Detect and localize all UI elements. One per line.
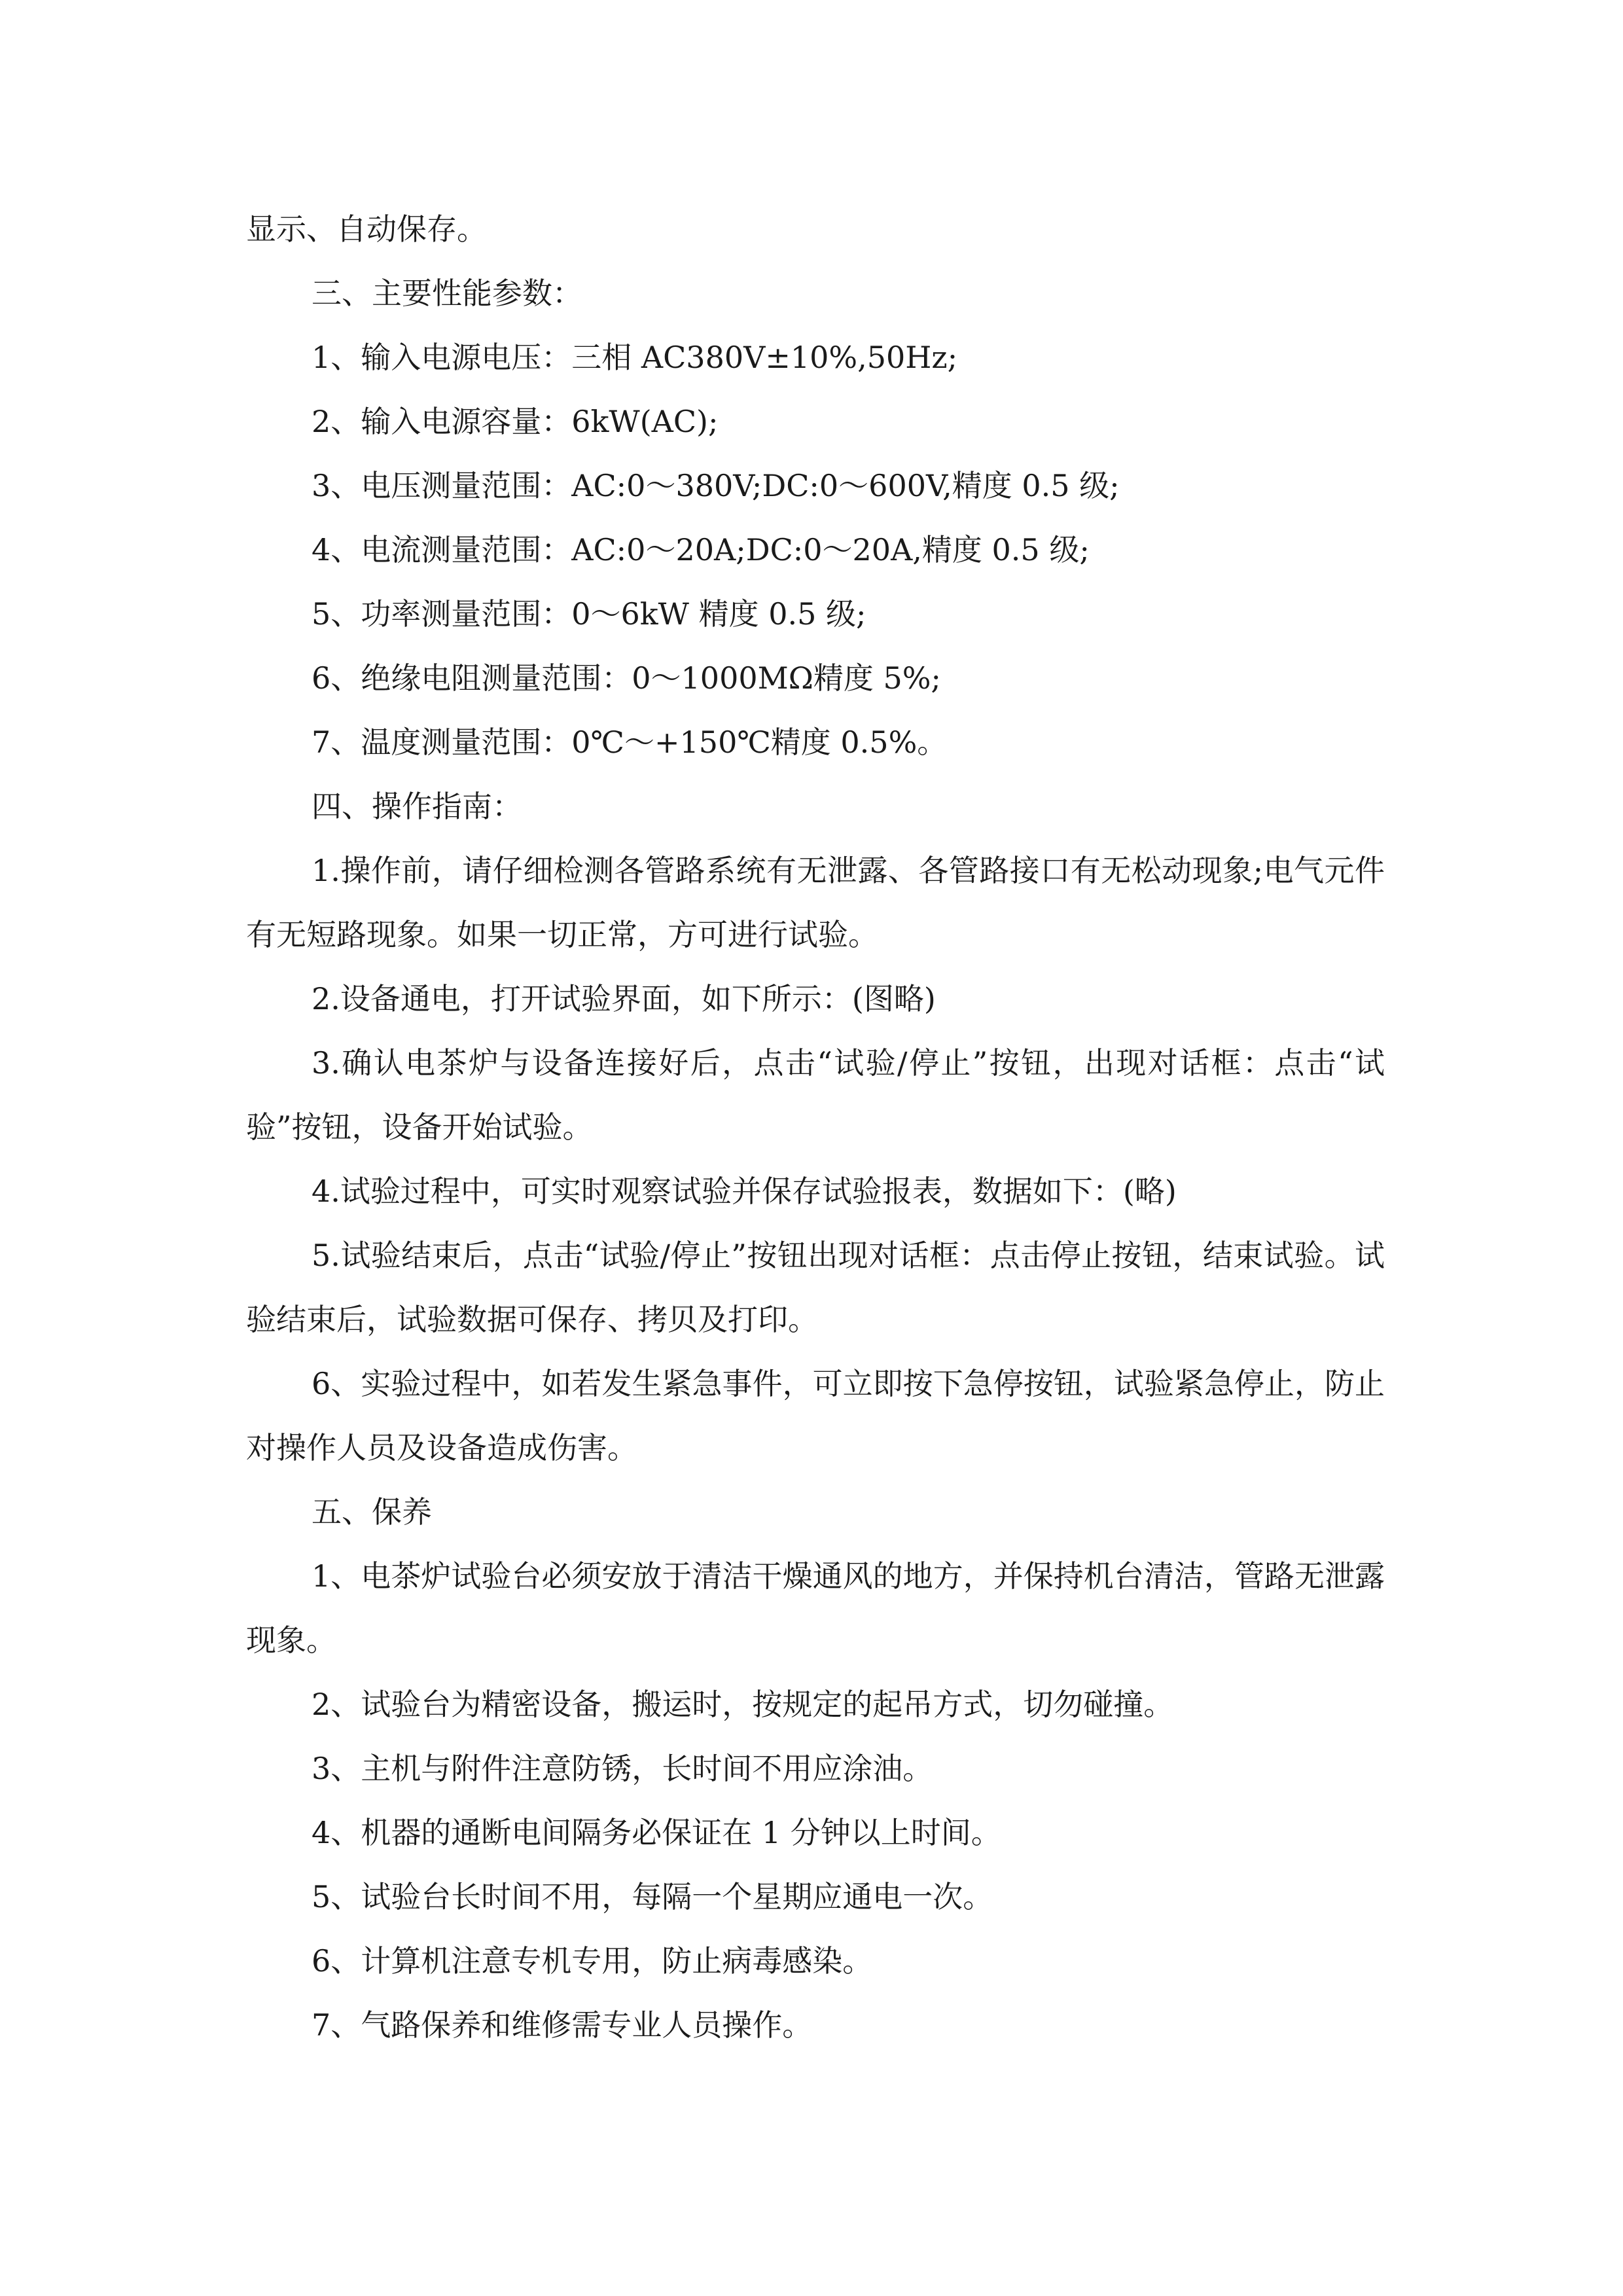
list-item-current-range: 4、电流测量范围：AC:0～20A;DC:0～20A,精度 0.5 级;: [312, 532, 1090, 567]
list-item-operation-1: 1.操作前，请仔细检测各管路系统有无泄露、各管路接口有无松动现象;电气元件有无短路现象。如果一切正常，方可进行试验。: [246, 853, 1385, 952]
list-item-input-capacity: 2、输入电源容量：6kW(AC);: [312, 404, 719, 439]
section-heading-maintenance: 五、保养: [312, 1494, 432, 1530]
paragraph-continuation: 显示、自动保存。: [246, 211, 487, 247]
section-heading-performance: 三、主要性能参数：: [312, 276, 582, 311]
list-item-maintenance-1: 1、电茶炉试验台必须安放于清洁干燥通风的地方，并保持机台清洁，管路无泄露现象。: [246, 1558, 1385, 1658]
list-item-operation-3: 3.确认电茶炉与设备连接好后，点击“试验/停止”按钮，出现对话框：点击“试验”按钮，设备开始试验。: [246, 1045, 1385, 1145]
list-item-power-range: 5、功率测量范围：0～6kW 精度 0.5 级;: [312, 596, 866, 632]
list-item-maintenance-3: 3、主机与附件注意防锈，长时间不用应涂油。: [312, 1751, 933, 1786]
list-item-insulation-range: 6、绝缘电阻测量范围：0～1000MΩ精度 5%;: [312, 660, 941, 696]
list-item-operation-5: 5.试验结束后，点击“试验/停止”按钮出现对话框：点击停止按钮，结束试验。试验结束后，试验数据可保存、拷贝及打印。: [246, 1238, 1385, 1337]
list-item-operation-2: 2.设备通电，打开试验界面，如下所示：(图略): [312, 981, 936, 1016]
list-item-maintenance-6: 6、计算机注意专机专用，防止病毒感染。: [312, 1943, 873, 1979]
list-item-maintenance-5: 5、试验台长时间不用，每隔一个星期应通电一次。: [312, 1879, 993, 1914]
list-item-maintenance-7: 7、气路保养和维修需专业人员操作。: [312, 2007, 813, 2043]
list-item-operation-6: 6、实验过程中，如若发生紧急事件，可立即按下急停按钮，试验紧急停止，防止对操作人员及设备造成伤害。: [246, 1366, 1385, 1465]
list-item-temperature-range: 7、温度测量范围：0℃～+150℃精度 0.5%。: [312, 725, 948, 760]
document-page: [246, 197, 1385, 2057]
list-item-operation-4: 4.试验过程中，可实时观察试验并保存试验报表，数据如下：(略): [312, 1174, 1177, 1209]
list-item-voltage-range: 3、电压测量范围：AC:0～380V;DC:0～600V,精度 0.5 级;: [312, 468, 1120, 503]
list-item-input-voltage: 1、输入电源电压：三相 AC380V±10%,50Hz;: [312, 340, 958, 375]
section-heading-operation: 四、操作指南：: [312, 789, 522, 824]
list-item-maintenance-2: 2、试验台为精密设备，搬运时，按规定的起吊方式，切勿碰撞。: [312, 1687, 1174, 1722]
list-item-maintenance-4: 4、机器的通断电间隔务必保证在 1 分钟以上时间。: [312, 1815, 1001, 1850]
